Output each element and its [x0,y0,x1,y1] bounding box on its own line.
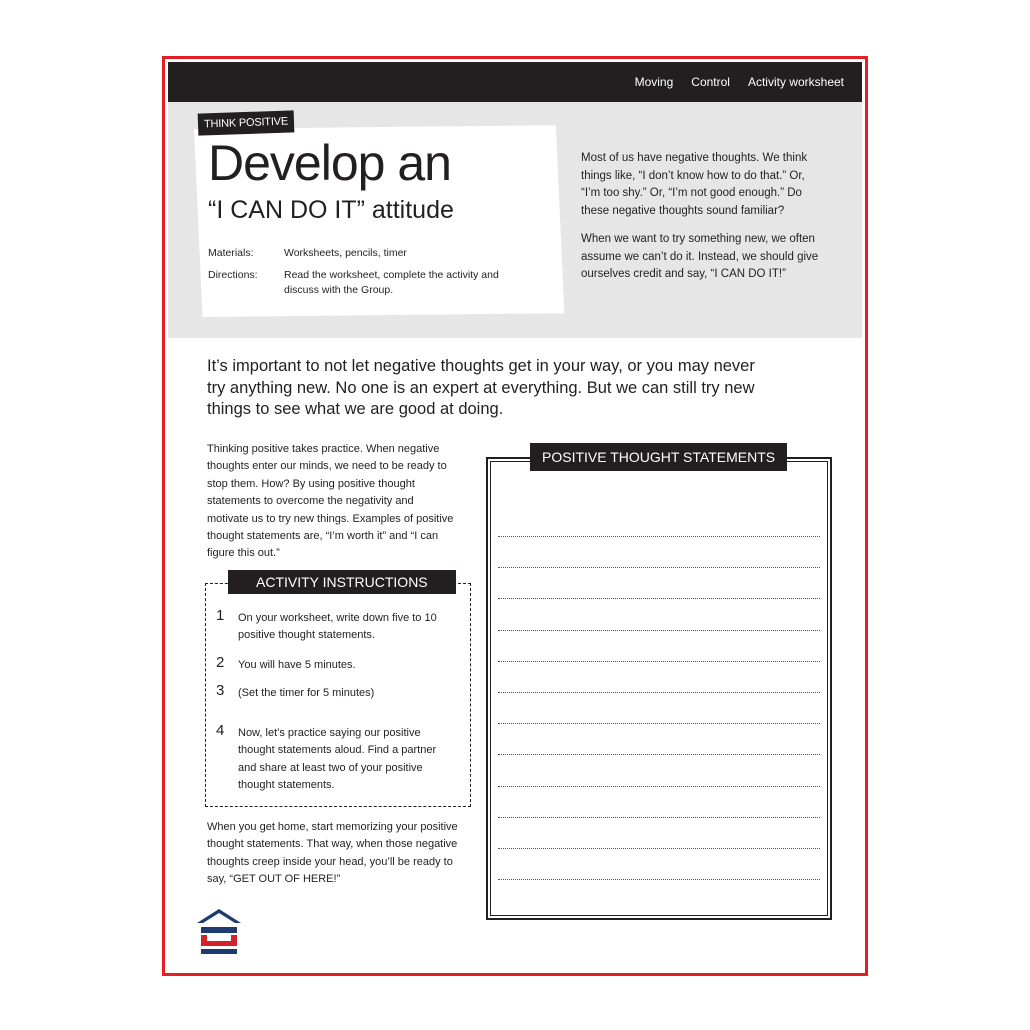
step-text: You will have 5 minutes. [238,659,356,671]
directions-label: Directions: [208,269,258,281]
writing-line[interactable] [498,598,820,599]
top-nav-bar [168,62,862,102]
step-number: 3 [216,682,225,699]
writing-line[interactable] [498,754,820,755]
section-tag: THINK POSITIVE [198,110,295,135]
step-text: Now, let’s practice saying our positive thought statements aloud. Find a partner and share at least two of your positive thought statements. [238,727,437,792]
step-number: 4 [216,722,225,739]
step-number: 2 [216,654,225,671]
hero-paragraph-1: Most of us have negative thoughts. We think things like, “I don’t know how to do that.” Or, “I’m too shy.” Or, “I’m not good enough.” Do these negative thoughts sound familiar? [581,152,808,217]
writing-line[interactable] [498,786,820,787]
hero-paragraph-2: When we want to try something new, we often assume we can’t do it. Instead, we should give ourselves credit and say, “I CAN DO IT!” [581,233,819,280]
lead-paragraph: It’s important to not let negative thoughts get in your way, or you may never try anything new. No one is an expert at everything. But we can still try new things to see what we are good at doing. [207,357,755,418]
positive-thought-statements-heading: POSITIVE THOUGHT STATEMENTS [530,443,787,471]
materials-label: Materials: [208,247,254,259]
step-number: 1 [216,607,225,624]
materials-value: Worksheets, pencils, timer [284,247,407,259]
step-text: On your worksheet, write down five to 10 positive thought statements. [238,612,437,642]
page-title: Develop an [208,135,451,191]
writing-line[interactable] [498,817,820,818]
nav-item-activity-worksheet[interactable]: Activity worksheet [747,75,844,89]
nav-item-control[interactable]: Control [691,75,730,89]
activity-instructions-heading: ACTIVITY INSTRUCTIONS [228,570,456,594]
writing-line[interactable] [498,630,820,631]
directions-value: Read the worksheet, complete the activity and discuss with the Group. [284,269,499,296]
hero-intro-text [581,150,823,295]
page-frame [162,56,868,976]
nav-item-moving[interactable]: Moving [634,75,674,89]
page-subtitle: “I CAN DO IT” attitude [208,196,454,224]
activity-instructions-box [205,574,471,807]
house-logo-icon [195,907,243,955]
writing-line[interactable] [498,536,820,537]
hero-section [168,102,862,338]
writing-line[interactable] [498,661,820,662]
body-paragraph-2: When you get home, start memorizing your positive thought statements. That way, when those negative thoughts creep inside your head, you’ll be ready to say, “GET OUT OF HERE!” [207,821,458,886]
writing-line[interactable] [498,567,820,568]
writing-line[interactable] [498,723,820,724]
step-text: (Set the timer for 5 minutes) [238,687,375,699]
body-paragraph-1: Thinking positive takes practice. When negative thoughts enter our minds, we need to be ready to stop them. How? By using positive thought statements to overcome the negativity and motivate us to try new things. Examples of positive thought statements are, “I’m worth it” and “I can figure this out.” [207,443,454,560]
writing-line[interactable] [498,848,820,849]
writing-line[interactable] [498,692,820,693]
positive-thought-statements-box [486,449,832,920]
writing-line[interactable] [498,879,820,880]
